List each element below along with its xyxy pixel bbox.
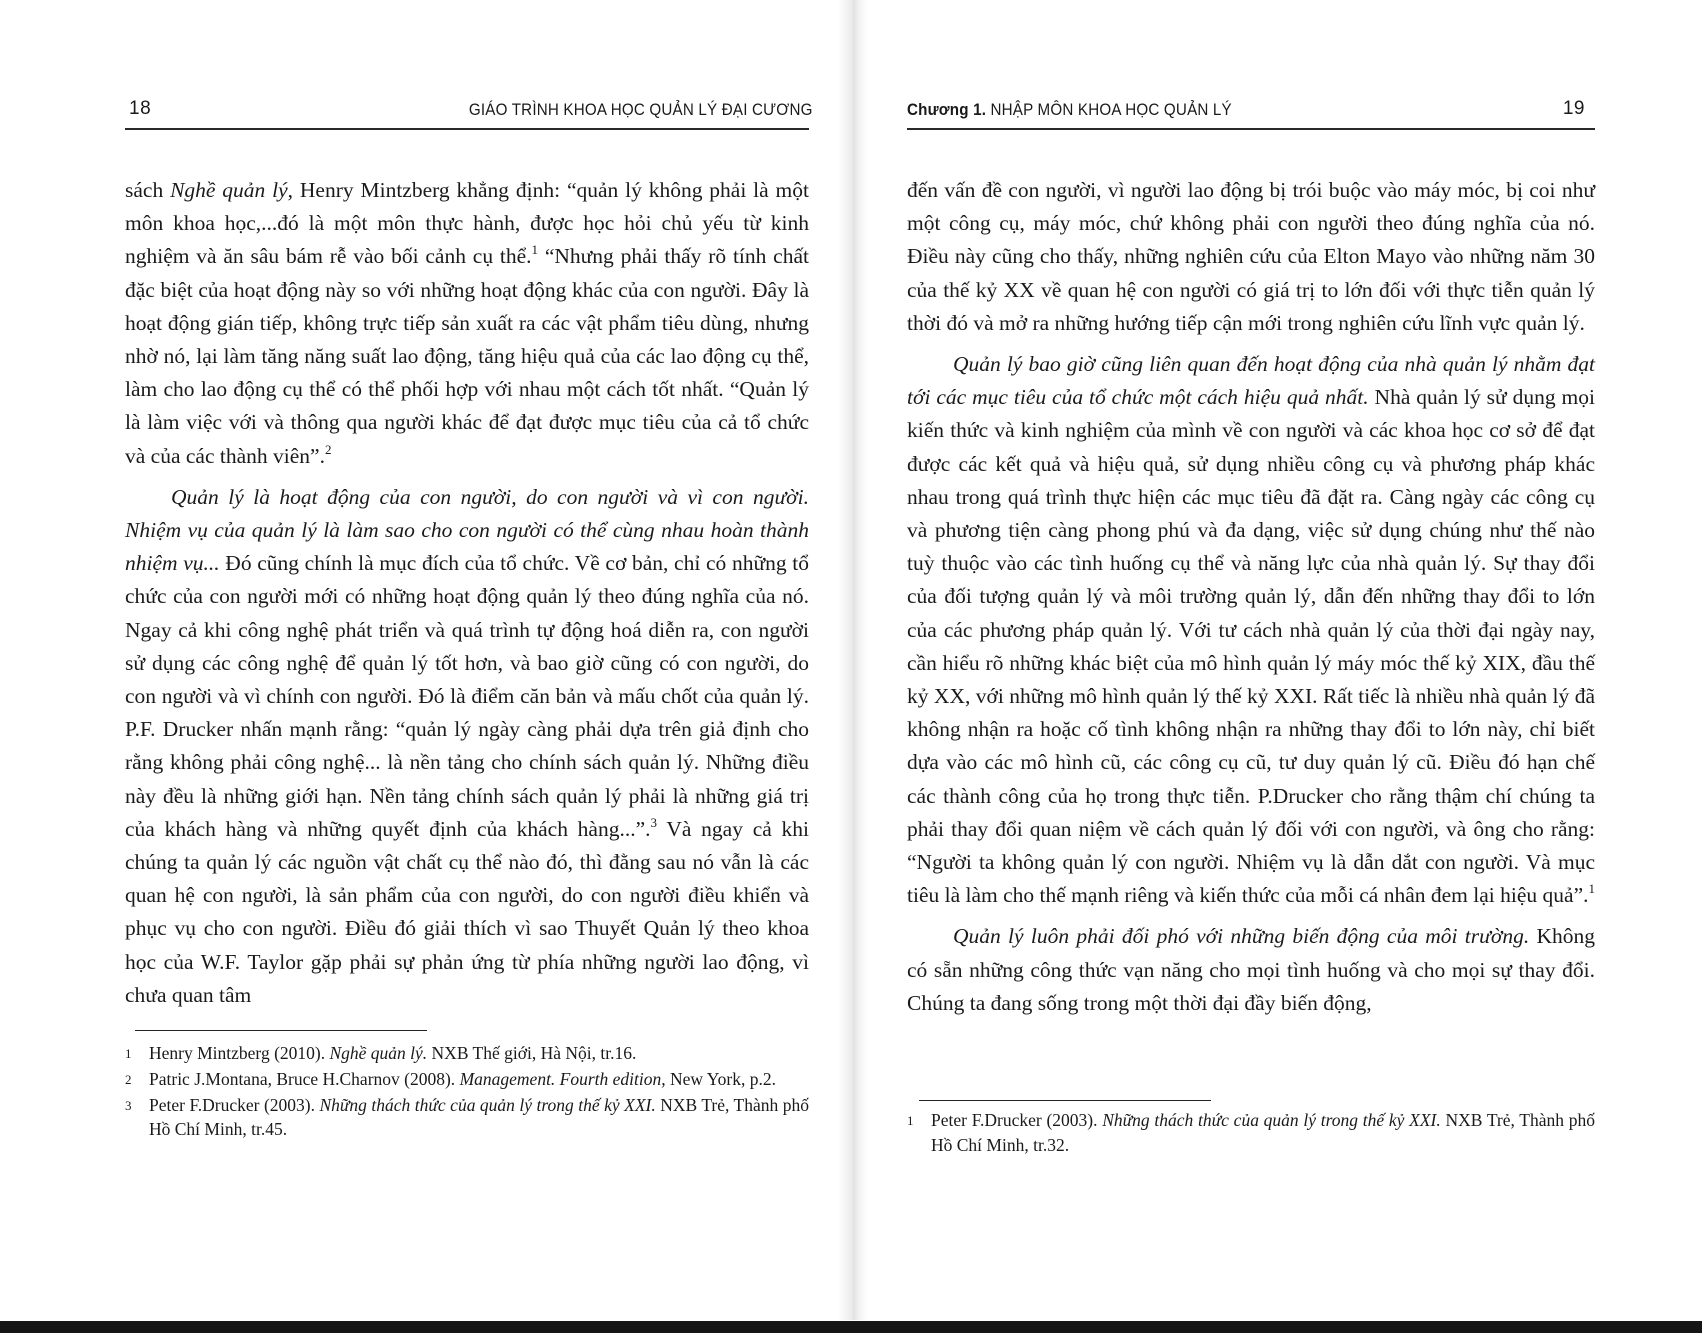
text-run: đến vấn đề con người, vì người lao động bị trói buộc vào máy móc, bị coi như một công cụ, máy móc, chứ không phải con người theo đúng nghĩa của nó. Điều này cũng cho thấy, những nghiên cứu của Elton Mayo vào những năm 30 của thế kỷ XX về quan hệ con người có giá trị to lớn đối với thực tiễn quản lý thời đó và mở ra những hướng tiếp cận mới trong nghiên cứu lĩnh vực quản lý. [907, 178, 1595, 335]
footnote-ref: 1 [531, 242, 539, 258]
text-run: Đó cũng chính là mục đích của tổ chức. Về cơ bản, chỉ có những tổ chức của con người mới có những hoạt động quản lý theo đúng nghĩa của nó. Ngay cả khi công nghệ phát triển và quá trình tự động hoá diễn ra, con người sử dụng các công nghệ để quản lý tốt hơn, và bao giờ cũng có con người, do con người và vì chính con người. Đó là điểm căn bản và mấu chốt của quản lý. P.F. Drucker nhấn mạnh rằng: “quản lý ngày càng phải dựa trên giả định cho rằng không phải công nghệ... là nền tảng cho chính sách quản lý. Những điều này đều là những giới hạn. Nền tảng chính sách quản lý phải là những giá trị của khách hàng và những quyết định của khách hàng...”. [125, 551, 809, 841]
text-run: Và ngay cả khi chúng ta quản lý các nguồn vật chất cụ thể nào đó, thì đằng sau nó vẫn là các quan hệ con người, là sản phẩm của con người, do con người điều khiển và phục vụ cho con người. Điều đó giải thích vì sao Thuyết Quản lý theo khoa học của W.F. Taylor gặp phải sự phản ứng từ phía những người lao động, vì chưa quan tâm [125, 816, 809, 1007]
left-paragraph-1 [125, 174, 809, 473]
footnote [125, 1041, 809, 1066]
text-run: Peter F.Drucker (2003). [149, 1094, 320, 1115]
right-footnotes [907, 1108, 1595, 1159]
footnote-ref: 2 [324, 441, 332, 457]
right-header-title [907, 101, 1232, 120]
left-footnote-rule [135, 1030, 427, 1031]
left-footnotes [125, 1041, 809, 1143]
emphasis-italic: Quản lý luôn phải đối phó với những biến động của môi trường. [953, 924, 1530, 949]
left-page-header [125, 98, 813, 130]
text-run: Peter F.Drucker (2003). [931, 1110, 1103, 1130]
text-run: NXB Thế giới, Hà Nội, tr.16. [427, 1043, 637, 1063]
right-page-header [907, 100, 1595, 130]
right-page-number: 19 [1562, 98, 1585, 119]
right-body-text [907, 174, 1595, 1020]
left-page [125, 0, 813, 1320]
citation-title: Những thách thức của quản lý trong thế kỷ XXI. [1102, 1110, 1441, 1130]
left-body-text [125, 174, 809, 1012]
left-header-title: GIÁO TRÌNH KHOA HỌC QUẢN LÝ ĐẠI CƯƠNG [469, 101, 813, 119]
footnote-number: 1 [125, 1046, 132, 1061]
text-run: Nhà quản lý sử dụng mọi kiến thức và kinh nghiệm của mình về con người và các khoa học cơ sở để đạt được các kết quả và hiệu quả, sử dụng nhiều công cụ và phương pháp khác nhau trong quá trình thực hiện các mục tiêu đã đặt ra. Càng ngày các công cụ và phương tiện càng phong phú và đa dạng, việc sử dụng chúng như thế nào tuỳ thuộc vào các tình huống cụ thể và năng lực của nhà quản lý. Sự thay đổi của đối tượng quản lý và môi trường quản lý, dẫn đến những thay đổi to lớn của các phương pháp quản lý. Với tư cách nhà quản lý của thời đại ngày nay, cần hiểu rõ những khác biệt của mô hình quản lý máy móc thế kỷ XIX, đầu thế kỷ XX, với những mô hình quản lý thế kỷ XXI. Rất tiếc là nhiều nhà quản lý đã không nhận ra hoặc cố tình không nhận ra những thay đổi to lớn này, chỉ biết dựa vào các mô hình cũ, các công cụ cũ, tư duy quản lý cũ. Điều đó hạn chế các thành công của họ trong thực tiễn. P.Drucker cho rằng thậm chí chúng ta phải thay đổi quan niệm về cách quản lý đối với con người, và ông cho rằng: “Người ta không quản lý con người. Nhiệm vụ là dẫn dắt con người. Và mục tiêu là làm cho thế mạnh riêng và kiến thức của mỗi cá nhân đem lại hiệu quả”. [907, 385, 1596, 908]
right-paragraph-3 [907, 920, 1595, 1020]
left-page-number: 18 [129, 98, 152, 119]
citation-title: Management. Fourth edition, [459, 1068, 666, 1089]
right-paragraph-2 [907, 348, 1595, 912]
text-run: New York, p.2. [665, 1068, 776, 1089]
emphasis-italic: Quản lý bao giờ cũng liên quan đến hoạt động của nhà quản lý nhằm đạt tới các mục tiêu của tổ chức một cách hiệu quả nhất. [907, 352, 1595, 410]
book-title-italic: Nghề quản lý [170, 178, 288, 202]
footnote [907, 1108, 1595, 1158]
scan-bottom-edge [0, 1321, 1702, 1333]
text-run: “Nhưng phải thấy rõ tính chất đặc biệt của hoạt động này so với những hoạt động khác của con người. Đây là hoạt động gián tiếp, không trực tiếp sản xuất ra các vật phẩm tiêu dùng, nhưng nhờ nó, lại làm tăng năng suất lao động, tăng hiệu quả của các lao động cụ thể, làm cho lao động cụ thể có thể phối hợp với nhau một cách tốt nhất. “Quản lý là làm việc với và thông qua người khác để đạt được mục tiêu của cả tổ chức và của các thành viên”. [125, 244, 809, 468]
chapter-title: NHẬP MÔN KHOA HỌC QUẢN LÝ [990, 101, 1232, 119]
right-footnote-rule [919, 1100, 1211, 1101]
text-run: Không có sẵn những công thức vạn năng cho mọi tình huống và cho mọi sự thay đổi. Chúng ta đang sống trong một thời đại đầy biến động, [907, 924, 1596, 1015]
footnote-ref: 1 [1588, 881, 1595, 897]
citation-title: Nghề quản lý. [329, 1043, 428, 1063]
text-run: sách [125, 178, 171, 202]
text-run: , Henry Mintzberg khẳng định: “quản lý không phải là một môn khoa học,...đó là một môn thực hành, được học hỏi chủ yếu từ kinh nghiệm và ăn sâu bám rễ vào bối cảnh cụ thể. [125, 178, 809, 269]
text-run: NXB Trẻ, Thành phố Hồ Chí Minh, tr.45. [149, 1094, 809, 1140]
chapter-label: Chương 1. [907, 101, 987, 119]
text-run: Patric J.Montana, Bruce H.Charnov (2008). [149, 1068, 460, 1089]
right-page [907, 0, 1595, 1320]
footnote-number: 1 [907, 1113, 914, 1128]
right-paragraph-1 [907, 174, 1595, 340]
text-run: Henry Mintzberg (2010). [149, 1043, 330, 1063]
text-run: NXB Trẻ, Thành phố Hồ Chí Minh, tr.32. [931, 1110, 1595, 1155]
citation-title: Những thách thức của quản lý trong thế kỷ XXI. [319, 1094, 656, 1115]
footnote [125, 1093, 809, 1143]
footnote-ref: 3 [650, 814, 658, 830]
emphasis-italic: Quản lý là hoạt động của con người, do con người và vì con người. Nhiệm vụ của quản lý là làm sao cho con người có thể cùng nhau hoàn thành nhiệm vụ... [125, 484, 809, 576]
book-gutter [838, 0, 868, 1320]
left-paragraph-2 [125, 481, 809, 1012]
footnote [125, 1067, 809, 1092]
footnote-number: 3 [125, 1097, 132, 1113]
footnote-number: 2 [125, 1071, 132, 1087]
